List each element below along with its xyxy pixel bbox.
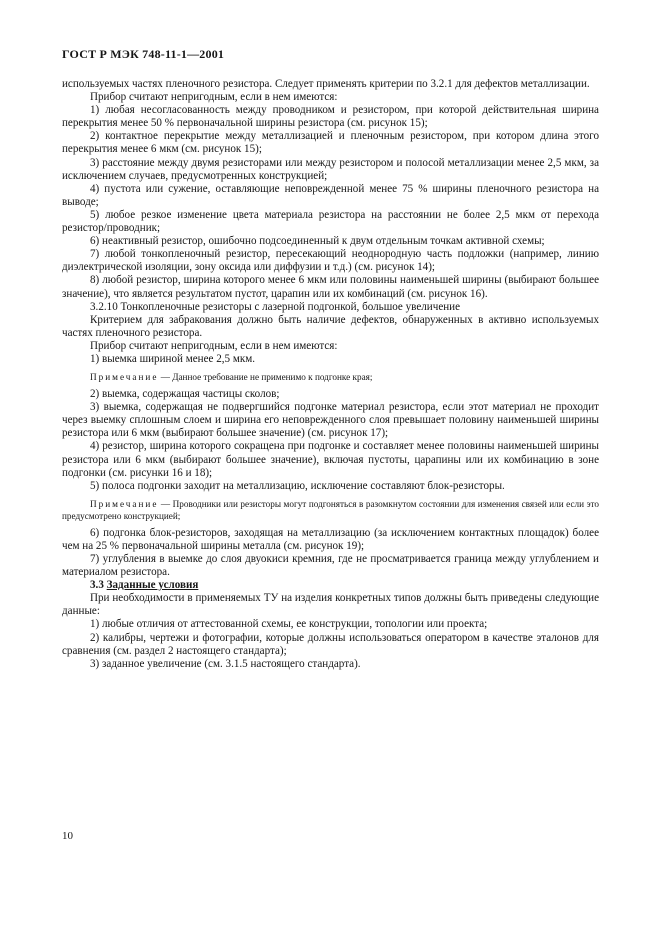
list-item: 7) углубления в выемке до слоя двуокиси кремния, где не просматривается граница между углублением и материалом резистора. [62,553,599,579]
section-number: 3.3 [90,579,104,592]
note-text: — Данное требование не применимо к подгонке края; [158,372,373,383]
page-header: ГОСТ Р МЭК 748-11-1—2001 [62,47,225,61]
page-number: 10 [62,830,73,842]
list-item: 5) полоса подгонки заходит на металлизацию, исключение составляют блок-резисторы. [90,479,505,492]
section-heading [62,579,599,592]
list-item: 3) расстояние между двумя резисторами или между резистором и полосой металлизации менее 2,5 мкм, за исключением случаев, предусмотренных конструкцией; [62,156,599,182]
paragraph: Критерием для забракования должно быть наличие дефектов, обнаруженных в активно используемых частях пленочного резистора. [62,313,599,339]
section-title: Заданные условия [106,579,199,592]
paragraph: Прибор считают непригодным, если в нем имеются: [90,339,338,352]
list-item: 2) контактное перекрытие между металлизацией и пленочным резистором, при котором длина этого перекрытия менее 6 мкм (см. рисунок 15); [62,130,599,156]
note [62,371,599,383]
note-label: Примечание [90,372,159,383]
paragraph: Прибор считают непригодным, если в нем имеются: [90,91,338,104]
list-item: 6) неактивный резистор, ошибочно подсоединенный к двум отдельным точкам активной схемы; [90,235,545,248]
list-item: 4) пустота или сужение, оставляющие неповрежденной менее 75 % ширины пленочного резистора на выводе; [62,182,599,208]
list-item: 1) любые отличия от аттестованной схемы, ее конструкции, топологии или проекта; [90,618,488,631]
list-item: 5) любое резкое изменение цвета материала резистора на расстоянии не более 2,5 мкм от перехода резистор/проводник; [62,208,599,235]
paragraph: При необходимости в применяемых ТУ на изделия конкретных типов должны быть приведены следующие данные: [62,592,599,618]
document-body [62,78,599,671]
list-item: 7) любой тонкопленочный резистор, пересекающий неоднородную часть подложки (например, линию диэлектрической изоляции, зону оксида или диффузии и т.д.) (см. рисунок 14); [62,248,599,274]
paragraph: используемых частях пленочного резистора. Следует применять критерии по 3.2.1 для дефектов металлизации. [62,78,590,90]
list-item: 6) подгонка блок-резисторов, заходящая на металлизацию (за исключением контактных площадок) более чем на 25 % первоначальной ширины металла (см. рисунок 19); [62,526,599,552]
subsection-heading: 3.2.10 Тонкопленочные резисторы с лазерной подгонкой, большое увеличение [90,300,461,313]
list-item: 8) любой резистор, ширина которого менее 6 мкм или половины наименьшей ширины (выбирают большее значение), что является результатом пустот, царапин или их комбинаций (см. рисунок 16). [62,274,599,300]
list-item: 4) резистор, ширина которого сокращена при подгонке и составляет менее половины наименьшей ширины резистора или 6 мкм (выбирают большее значение), включая пустоты, царапины или их комбинацию в зоне подгонки (см. рисунки 16 и 18); [62,440,599,479]
list-item: 2) выемка, содержащая частицы сколов; [90,388,280,401]
note-text: — Проводники или резисторы могут подгоняться в разомкнутом состоянии для изменения связей или если это предусмотрено конструкцией; [62,498,599,521]
list-item: 1) выемка шириной менее 2,5 мкм. [90,352,256,365]
note-label: Примечание [90,498,159,509]
list-item: 1) любая несогласованность между проводником и резистором, при которой действительная ширина перекрытия менее 50 % первоначальной ширины резистора (см. рисунок 15); [62,104,599,130]
list-item: 3) заданное увеличение (см. 3.1.5 настоящего стандарта). [90,657,361,670]
list-item: 3) выемка, содержащая не подвергшийся подгонке материал резистора, если этот материал не проходит через выемку сплошным слоем и ширина его неповрежденного слоя превышает половину наименьшей ширины резистора или 6 мкм (выбирают большее значение) (см. рисунок 17); [62,401,599,440]
list-item: 2) калибры, чертежи и фотографии, которые должны использоваться оператором в качестве эталонов для сравнения (см. раздел 2 настоящего стандарта); [62,631,599,657]
note [62,498,599,522]
